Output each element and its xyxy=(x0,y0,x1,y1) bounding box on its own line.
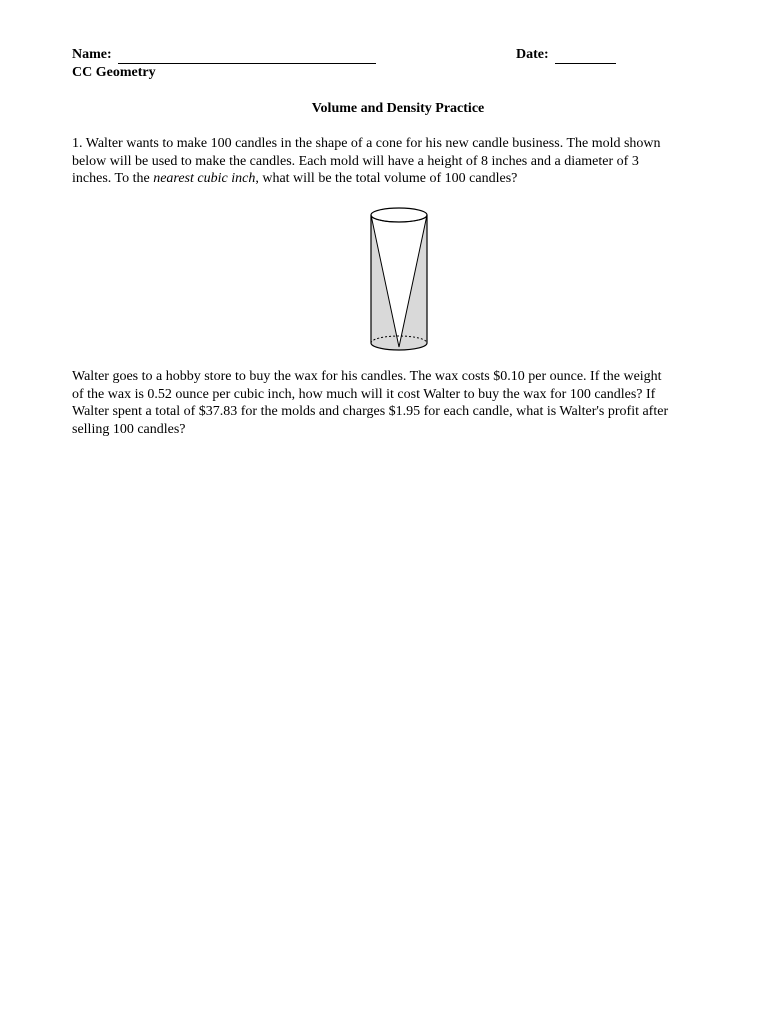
course-name: CC Geometry xyxy=(72,65,156,80)
page-title: Volume and Density Practice xyxy=(311,101,485,116)
problem-2-line-3: Walter spent a total of $37.83 for the molds and charges $1.95 for each candle, what is Walter's profit after xyxy=(72,404,669,420)
date-label: Date: xyxy=(516,47,549,62)
date-blank-line xyxy=(555,63,616,64)
problem-2-line-1: Walter goes to a hobby store to buy the wax for his candles. The wax costs $0.10 per ounce. If the weight xyxy=(72,369,662,384)
problem-2-line-4: selling 100 candles? xyxy=(72,421,186,437)
name-label: Name: xyxy=(72,47,112,62)
problem-1-line-3-start: inches. To the xyxy=(72,171,154,187)
cylinder-top-ellipse xyxy=(371,208,427,222)
problem-2-line-2: of the wax is 0.52 ounce per cubic inch, how much will it cost Walter to buy the wax for 100 candles? If xyxy=(72,386,656,402)
problem-1-line-1: 1. Walter wants to make 100 candles in the shape of a cone for his new candle business. The mold shown xyxy=(72,136,661,151)
header-row xyxy=(72,47,632,67)
cone-in-cylinder-figure xyxy=(366,203,432,355)
problem-1-emphasis: nearest cubic inch xyxy=(153,171,256,187)
problem-2-text xyxy=(72,368,724,438)
problem-1-text xyxy=(72,135,724,188)
problem-1-line-3-end: , what will be the total volume of 100 candles? xyxy=(255,171,518,187)
problem-1-line-2: below will be used to make the candles. Each mold will have a height of 8 inches and a diameter of 3 xyxy=(72,153,639,169)
name-blank-line xyxy=(118,63,376,64)
